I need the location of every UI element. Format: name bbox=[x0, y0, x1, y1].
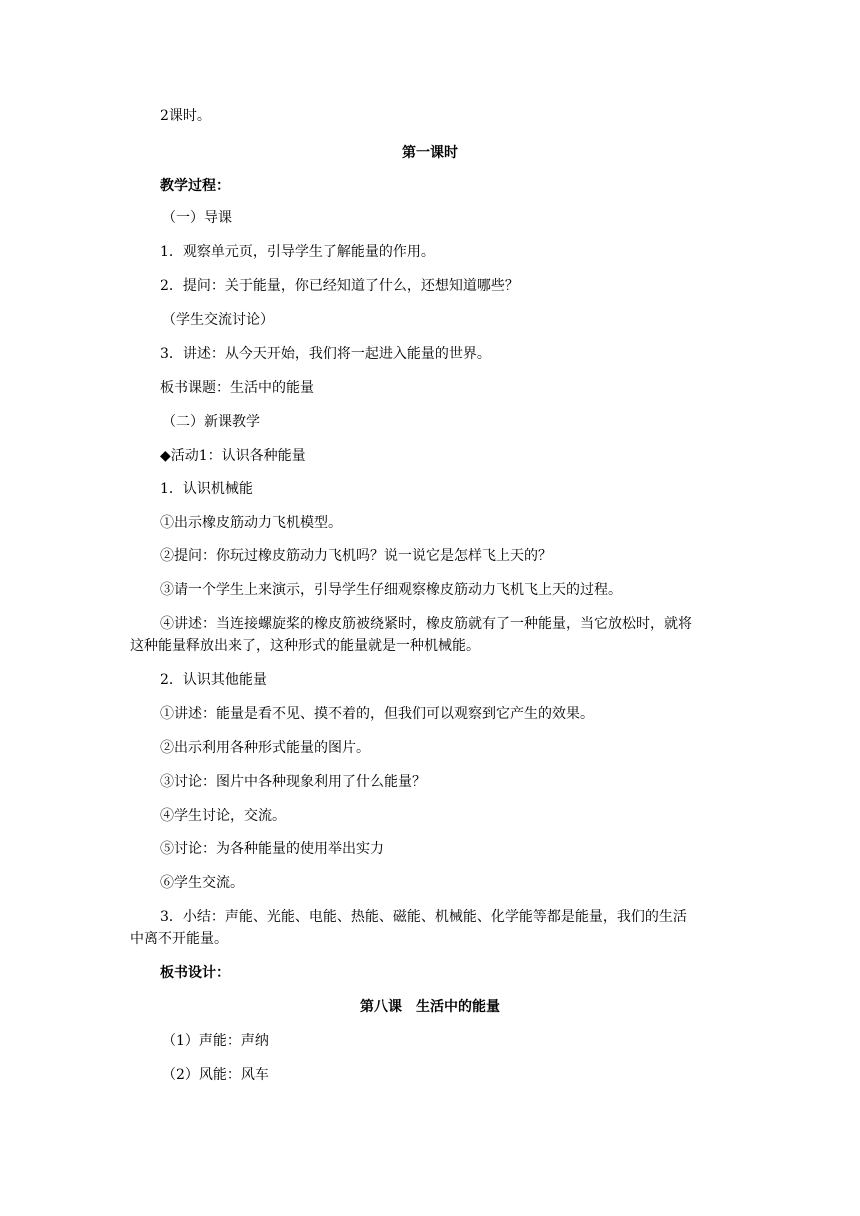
text-line: ⑥学生交流。 bbox=[160, 875, 244, 891]
text-line: 3．小结：声能、光能、电能、热能、磁能、机械能、化学能等都是能量，我们的生活 bbox=[160, 909, 687, 925]
text-line: 2课时。 bbox=[160, 108, 211, 124]
text-line: 板书课题：生活中的能量 bbox=[160, 380, 314, 396]
text-line: （2）风能：风车 bbox=[162, 1067, 269, 1083]
text-line: （学生交流讨论） bbox=[162, 312, 274, 328]
text-line: 1．观察单元页，引导学生了解能量的作用。 bbox=[160, 244, 435, 260]
text-line: ③讨论：图片中各种现象利用了什么能量？ bbox=[160, 774, 426, 790]
text-line: ④学生讨论，交流。 bbox=[160, 808, 286, 824]
text-line: 这种能量释放出来了，这种形式的能量就是一种机械能。 bbox=[130, 638, 480, 654]
text-line: ③请一个学生上来演示，引导学生仔细观察橡皮筋动力飞机飞上天的过程。 bbox=[160, 582, 622, 598]
subheading: 教学过程： bbox=[160, 178, 230, 194]
text-line: ①出示橡皮筋动力飞机模型。 bbox=[160, 515, 342, 531]
text-line: （二）新课教学 bbox=[162, 414, 260, 430]
text-line: 中离不开能量。 bbox=[130, 931, 228, 947]
text-line: 2．提问：关于能量，你已经知道了什么，还想知道哪些？ bbox=[160, 278, 519, 294]
text-line: ②出示利用各种形式能量的图片。 bbox=[160, 740, 370, 756]
text-line: ②提问：你玩过橡皮筋动力飞机吗？说一说它是怎样飞上天的？ bbox=[160, 548, 552, 564]
text-line: ⑤讨论：为各种能量的使用举出实力 bbox=[160, 841, 384, 857]
text-line: 3．讲述：从今天开始，我们将一起进入能量的世界。 bbox=[160, 346, 491, 362]
board-title: 第八课 生活中的能量 bbox=[360, 999, 500, 1015]
text-line: ④讲述：当连接螺旋桨的橡皮筋被绕紧时，橡皮筋就有了一种能量，当它放松时，就将 bbox=[160, 616, 692, 632]
text-line: 1．认识机械能 bbox=[160, 481, 253, 497]
text-line: （1）声能：声纳 bbox=[162, 1033, 269, 1049]
text-line: 2．认识其他能量 bbox=[160, 672, 267, 688]
section-heading: 第一课时 bbox=[402, 145, 458, 161]
text-line: ①讲述：能量是看不见、摸不着的，但我们可以观察到它产生的效果。 bbox=[160, 706, 594, 722]
subheading: 板书设计： bbox=[160, 965, 230, 981]
text-line: ◆活动1：认识各种能量 bbox=[160, 448, 306, 464]
text-line: （一）导课 bbox=[162, 210, 232, 226]
